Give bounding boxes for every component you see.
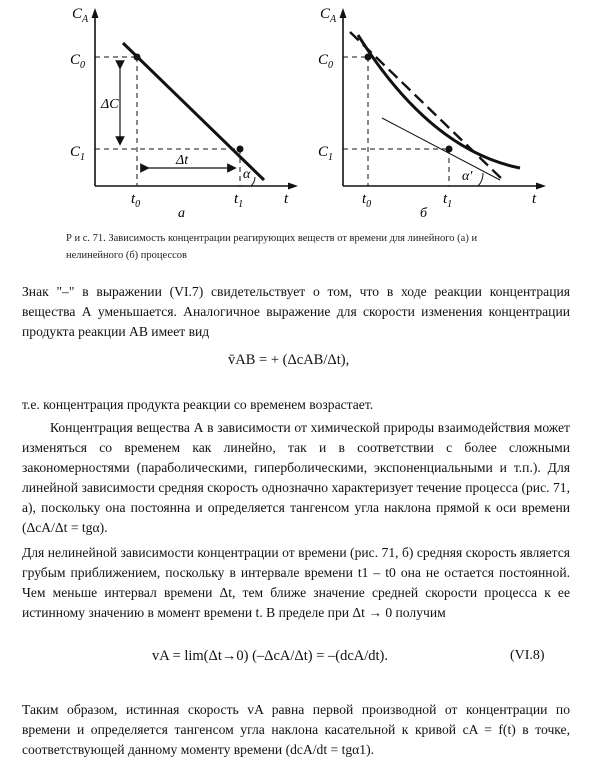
panel-b-c1-label: $C_1$ [318, 144, 334, 163]
panel-a-t1-label: $t_1$ [234, 191, 244, 210]
paragraph-4: Для нелинейной зависимости концентрации от времени (рис. 71, б) средняя скорость является грубым приближением, поскольку в интервале времени t1 – t0 она не остается постоянной. Чем меньше интервал времени Δt, тем ближе значение средней скорости процесса к ее истинному значению в момент времени t. В пределе при Δt → 0 получим [22, 545, 570, 620]
paragraph-3: Концентрация вещества А в зависимости от химической природы взаимодействия может изменяться со временем как линейно, так и в соответствии с более сложными закономерностями (параболическими, гиперболическими, экспоненциальными и т.п.). Для линейной зависимости средняя скорость однозначно характеризует течение процесса (рис. 71, а), поскольку она постоянна и определяется тангенсом угла наклона прямой к оси времени (ΔcA/Δt = tgα). [22, 420, 570, 535]
panel-a-x-label: t [284, 191, 289, 207]
figure-caption: Р и с. 71. Зависимость концентрации реагирующих веществ от времени для линейного (а) и нелинейного (б) процессов [66, 233, 478, 261]
panel-b-y-label: $C_A$ [320, 6, 337, 25]
panel-a [70, 6, 298, 221]
paragraph-1: Знак "–" в выражении (VI.7) свидетельствует о том, что в ходе реакции концентрация вещества А уменьшается. Аналогичное выражение для скорости изменения концентрации продукта реакции АВ имеет вид [22, 284, 570, 339]
panel-a-y-label: $C_A$ [72, 6, 89, 25]
panel-a-alpha-arc [251, 177, 255, 186]
panel-b-t0-label: $t_0$ [362, 191, 372, 210]
equation-number: (VI.8) [510, 648, 545, 663]
panel-b-label: б [420, 206, 428, 221]
equation-vab: v̄AB = + (ΔcAB/Δt), [228, 352, 350, 368]
panel-a-c1-label: $C_1$ [70, 144, 86, 163]
paragraph-2: т.е. концентрация продукта реакции со временем возрастает. [22, 397, 374, 412]
panel-a-label: а [178, 206, 185, 221]
figure-71 [0, 0, 590, 230]
panel-a-linear-curve [123, 43, 264, 180]
panel-b-alpha-label: α' [462, 169, 473, 184]
panel-a-delta-t-label: Δt [176, 153, 189, 168]
equation-vi8: vA = lim(Δt→0) (–ΔcA/Δt) = –(dcA/dt). [152, 648, 389, 664]
panel-a-alpha-label: α [243, 167, 251, 182]
paragraph-5: Таким образом, истинная скорость vA равна первой производной от концентрации по времени и определяется тангенсом угла наклона касательной к кривой cA = f(t) в точке, соответствующей данному моменту времени (dcA/dt = tgα1). [22, 702, 570, 757]
panel-b-c0-label: $C_0$ [318, 52, 334, 71]
panel-a-delta-c-label: ΔC [101, 97, 119, 112]
panel-b-x-label: t [532, 191, 537, 207]
panel-a-t0-label: $t_0$ [131, 191, 141, 210]
panel-b [318, 6, 546, 221]
panel-a-c0-label: $C_0$ [70, 52, 86, 71]
panel-b-t1-label: $t_1$ [443, 191, 453, 210]
panel-b-alpha-arc [478, 173, 483, 186]
panel-b-secant [350, 32, 505, 182]
